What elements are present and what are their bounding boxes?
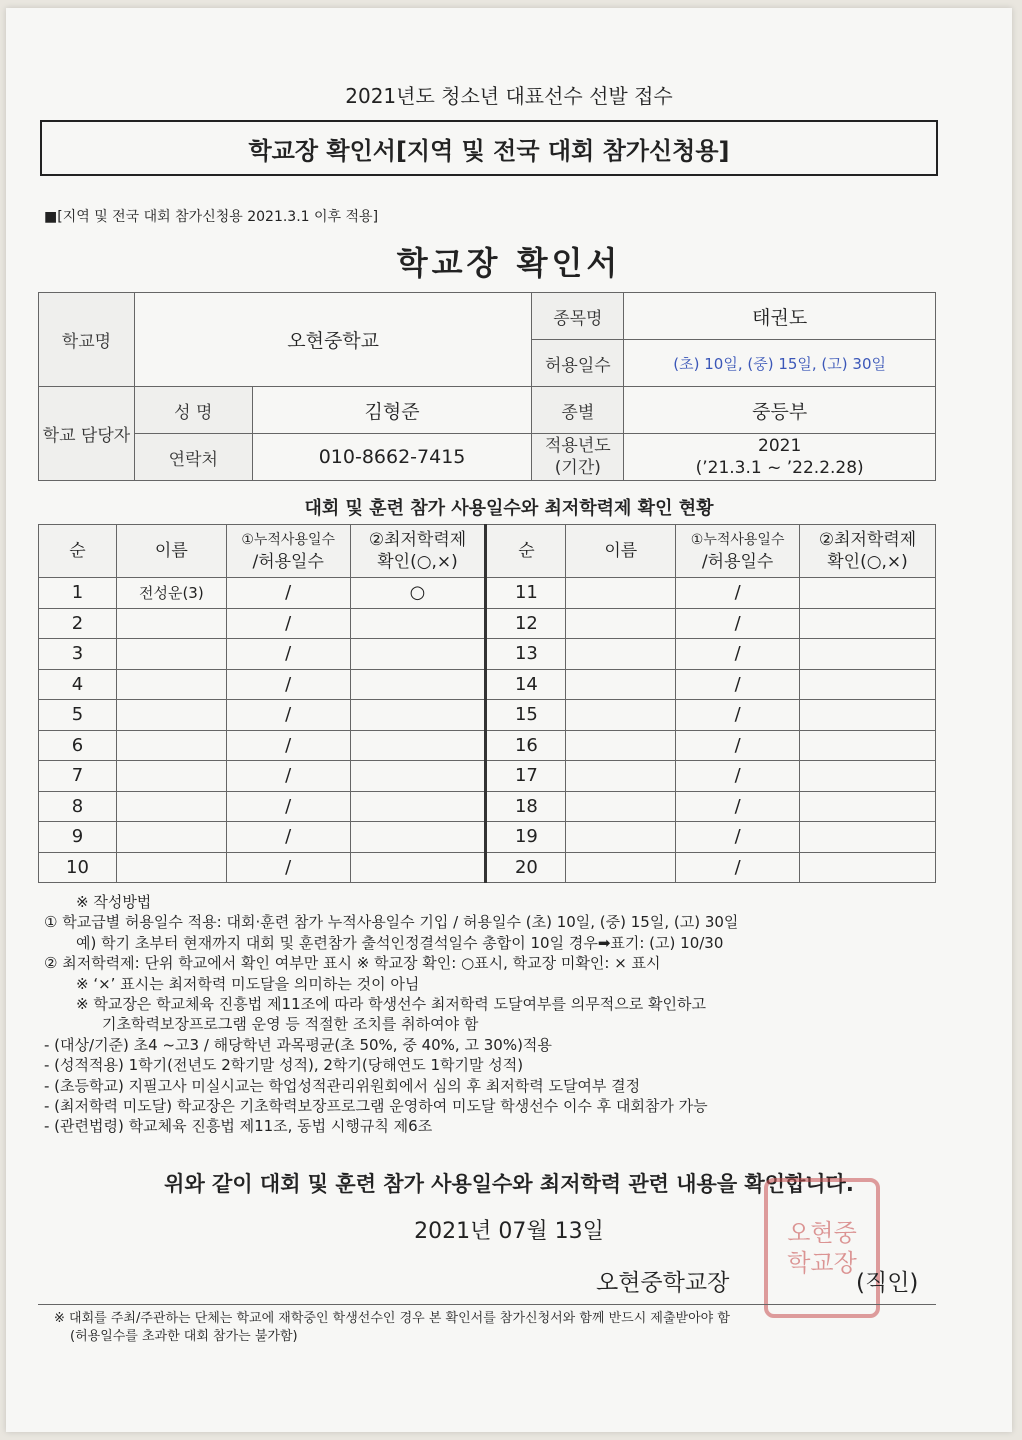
allowed-days-label: 허용일수 bbox=[532, 340, 624, 387]
instruction-2-note-b: ※ 학교장은 학교체육 진흥법 제11조에 따라 학생선수 최저학력 도달여부를 의무적으로 확인하고 bbox=[76, 995, 706, 1014]
cell-days: / bbox=[226, 791, 350, 822]
top-heading: 2021년도 청소년 대표선수 선발 접수 bbox=[345, 84, 673, 108]
cell-no: 7 bbox=[39, 761, 117, 792]
cell-check bbox=[350, 852, 486, 883]
table-row bbox=[39, 669, 936, 700]
cell-no: 17 bbox=[486, 761, 566, 792]
cell-no: 4 bbox=[39, 669, 117, 700]
school-name-label: 학교명 bbox=[39, 293, 135, 387]
cell-no: 15 bbox=[486, 700, 566, 731]
cell-no: 16 bbox=[486, 730, 566, 761]
header-no: 순 bbox=[39, 525, 117, 578]
cell-name: 전성운(3) bbox=[116, 578, 226, 609]
cell-no: 6 bbox=[39, 730, 117, 761]
header-days-line1: ①누적사용일수 bbox=[690, 532, 785, 548]
table-row bbox=[39, 578, 936, 609]
cell-days: / bbox=[676, 791, 800, 822]
cell-no: 9 bbox=[39, 822, 117, 853]
cell-name bbox=[116, 822, 226, 853]
cell-days: / bbox=[676, 700, 800, 731]
cell-name bbox=[566, 730, 676, 761]
cell-check bbox=[800, 700, 936, 731]
notice-line: ■[지역 및 전국 대회 참가신청용 2021.3.1 이후 적용] bbox=[44, 209, 379, 225]
seal-text: 오현중학교장 bbox=[787, 1219, 857, 1277]
cell-days: / bbox=[226, 822, 350, 853]
header-check-line1: ②최저학력제 bbox=[368, 530, 467, 550]
header-days-line1: ①누적사용일수 bbox=[241, 532, 336, 548]
cell-name bbox=[116, 791, 226, 822]
cell-days: / bbox=[676, 730, 800, 761]
detail-elementary: - (초등학교) 지필고사 미실시교는 학업성적관리위원회에서 심의 후 최저학력 도달여부 결정 bbox=[44, 1076, 641, 1095]
period-value bbox=[624, 434, 936, 481]
cell-no: 1 bbox=[39, 578, 117, 609]
header-days-line2: /허용일수 bbox=[252, 552, 324, 572]
cell-days: / bbox=[676, 608, 800, 639]
detail-laws: - (관련법령) 학교체육 진흥법 제11조, 동법 시행규칙 제6조 bbox=[44, 1117, 433, 1136]
category-label: 종별 bbox=[532, 387, 624, 434]
cell-check bbox=[350, 700, 486, 731]
cell-check bbox=[800, 761, 936, 792]
table-row bbox=[39, 791, 936, 822]
manager-label: 학교 담당자 bbox=[39, 387, 135, 481]
period-label-line2: (기간) bbox=[554, 458, 601, 478]
cell-no: 5 bbox=[39, 700, 117, 731]
cell-check bbox=[350, 669, 486, 700]
table-row bbox=[39, 761, 936, 792]
table-row bbox=[39, 852, 936, 883]
cell-name bbox=[566, 822, 676, 853]
header-check bbox=[350, 525, 486, 578]
instruction-2-note-c: 기초학력보장프로그램 운영 등 적절한 조치를 취하여야 함 bbox=[102, 1015, 479, 1034]
cell-check bbox=[350, 730, 486, 761]
cell-name bbox=[566, 761, 676, 792]
cell-no: 8 bbox=[39, 791, 117, 822]
school-name-value: 오현중학교 bbox=[134, 293, 532, 387]
official-seal bbox=[764, 1178, 880, 1318]
signature-date: 2021년 07월 13일 bbox=[414, 1219, 604, 1244]
event-value: 태권도 bbox=[624, 293, 936, 340]
footnote-line-1: ※ 대회를 주최/주관하는 단체는 학교에 재학중인 학생선수인 경우 본 확인서를 참가신청서와 함께 반드시 제출받아야 함 bbox=[54, 1311, 730, 1326]
table-row bbox=[39, 700, 936, 731]
cell-days: / bbox=[676, 761, 800, 792]
status-table bbox=[38, 524, 936, 883]
cell-days: / bbox=[676, 822, 800, 853]
cell-days: / bbox=[226, 639, 350, 670]
cell-check bbox=[800, 578, 936, 609]
cell-no: 18 bbox=[486, 791, 566, 822]
cell-name bbox=[116, 730, 226, 761]
cell-check bbox=[350, 639, 486, 670]
table-row bbox=[39, 639, 936, 670]
cell-name bbox=[116, 669, 226, 700]
name-value: 김형준 bbox=[252, 387, 532, 434]
confirmation-statement: 위와 같이 대회 및 훈련 참가 사용일수와 최저학력 관련 내용을 확인합니다. bbox=[164, 1172, 854, 1196]
cell-check bbox=[800, 852, 936, 883]
cell-no: 14 bbox=[486, 669, 566, 700]
boxed-title: 학교장 확인서[지역 및 전국 대회 참가신청용] bbox=[40, 120, 938, 176]
info-table bbox=[38, 292, 936, 481]
cell-days: / bbox=[226, 700, 350, 731]
detail-below-minimum: - (최저학력 미도달) 학교장은 기초학력보장프로그램 운영하여 미도달 학생선수 이수 후 대회참가 가능 bbox=[44, 1097, 708, 1116]
cell-check bbox=[800, 639, 936, 670]
seal-label: (직인) bbox=[856, 1270, 919, 1296]
cell-days: / bbox=[676, 669, 800, 700]
detail-target: - (대상/기준) 초4 ~고3 / 해당학년 과목평균(초 50%, 중 40%, 고 30%)적용 bbox=[44, 1035, 552, 1054]
header-name: 이름 bbox=[566, 525, 676, 578]
detail-grades: - (성적적용) 1학기(전년도 2학기말 성적), 2학기(당해연도 1학기말 성적) bbox=[44, 1056, 524, 1075]
cell-check bbox=[350, 761, 486, 792]
cell-days: / bbox=[226, 669, 350, 700]
category-value: 중등부 bbox=[624, 387, 936, 434]
cell-name bbox=[566, 791, 676, 822]
cell-check: ○ bbox=[350, 578, 486, 609]
header-check-line1: ②최저학력제 bbox=[818, 530, 917, 550]
footnote-divider bbox=[38, 1304, 936, 1305]
header-check-line2: 확인(○,×) bbox=[377, 552, 458, 572]
cell-check bbox=[800, 730, 936, 761]
cell-check bbox=[800, 822, 936, 853]
cell-no: 10 bbox=[39, 852, 117, 883]
cell-name bbox=[116, 700, 226, 731]
cell-days: / bbox=[676, 639, 800, 670]
status-table-body bbox=[39, 578, 936, 883]
cell-name bbox=[566, 639, 676, 670]
instructions-heading: ※ 작성방법 bbox=[76, 893, 152, 911]
cell-no: 11 bbox=[486, 578, 566, 609]
footnote-line-2: (허용일수를 초과한 대회 참가는 불가함) bbox=[70, 1329, 298, 1344]
instruction-2: ② 최저학력제: 단위 학교에서 확인 여부만 표시 ※ 학교장 확인: ○표시, 학교장 미확인: × 표시 bbox=[44, 954, 661, 973]
table-row bbox=[39, 608, 936, 639]
cell-days: / bbox=[676, 578, 800, 609]
header-days bbox=[676, 525, 800, 578]
instruction-1-example: 예) 학기 초부터 현재까지 대회 및 훈련참가 출석인정결석일수 총합이 10일 경우➡표기: (고) 10/30 bbox=[76, 933, 724, 952]
cell-name bbox=[116, 761, 226, 792]
cell-days: / bbox=[226, 852, 350, 883]
cell-days: / bbox=[226, 608, 350, 639]
signer-title: 오현중학교장 bbox=[596, 1270, 730, 1296]
cell-check bbox=[800, 669, 936, 700]
cell-days: / bbox=[226, 730, 350, 761]
cell-check bbox=[800, 791, 936, 822]
header-name: 이름 bbox=[116, 525, 226, 578]
cell-no: 12 bbox=[486, 608, 566, 639]
period-label-line1: 적용년도 bbox=[544, 436, 611, 456]
header-check bbox=[800, 525, 936, 578]
document-title: 학교장 확인서 bbox=[396, 244, 622, 282]
cell-name bbox=[566, 608, 676, 639]
allowed-days-value: (초) 10일, (중) 15일, (고) 30일 bbox=[624, 340, 936, 387]
cell-days: / bbox=[676, 852, 800, 883]
cell-days: / bbox=[226, 578, 350, 609]
cell-no: 3 bbox=[39, 639, 117, 670]
period-value-line1: 2021 bbox=[758, 436, 802, 456]
cell-check bbox=[350, 822, 486, 853]
table-row bbox=[39, 730, 936, 761]
event-label: 종목명 bbox=[532, 293, 624, 340]
cell-no: 13 bbox=[486, 639, 566, 670]
instructions bbox=[44, 892, 944, 1137]
instruction-2-note-a: ※ ‘×’ 표시는 최저학력 미도달을 의미하는 것이 아님 bbox=[76, 974, 420, 993]
cell-name bbox=[566, 669, 676, 700]
name-label: 성 명 bbox=[134, 387, 252, 434]
contact-label: 연락처 bbox=[134, 434, 252, 481]
cell-no: 2 bbox=[39, 608, 117, 639]
table-row bbox=[39, 822, 936, 853]
cell-no: 19 bbox=[486, 822, 566, 853]
cell-name bbox=[116, 639, 226, 670]
cell-check bbox=[800, 608, 936, 639]
section-title: 대회 및 훈련 참가 사용일수와 최저학력제 확인 현황 bbox=[304, 498, 714, 519]
cell-no: 20 bbox=[486, 852, 566, 883]
period-label bbox=[532, 434, 624, 481]
footnote bbox=[54, 1310, 944, 1346]
header-no: 순 bbox=[486, 525, 566, 578]
cell-days: / bbox=[226, 761, 350, 792]
cell-name bbox=[566, 852, 676, 883]
contact-value: 010-8662-7415 bbox=[252, 434, 532, 481]
cell-name bbox=[116, 608, 226, 639]
header-check-line2: 확인(○,×) bbox=[827, 552, 908, 572]
period-value-line2: (’21.3.1 ~ ’22.2.28) bbox=[695, 458, 864, 478]
cell-check bbox=[350, 608, 486, 639]
instruction-1: ① 학교급별 허용일수 적용: 대회·훈련 참가 누적사용일수 기입 / 허용일수 (초) 10일, (중) 15일, (고) 30일 bbox=[44, 913, 739, 932]
cell-check bbox=[350, 791, 486, 822]
cell-name bbox=[566, 578, 676, 609]
cell-name bbox=[116, 852, 226, 883]
cell-name bbox=[566, 700, 676, 731]
header-days-line2: /허용일수 bbox=[701, 552, 774, 572]
document-page bbox=[6, 8, 1012, 1432]
header-days bbox=[226, 525, 350, 578]
